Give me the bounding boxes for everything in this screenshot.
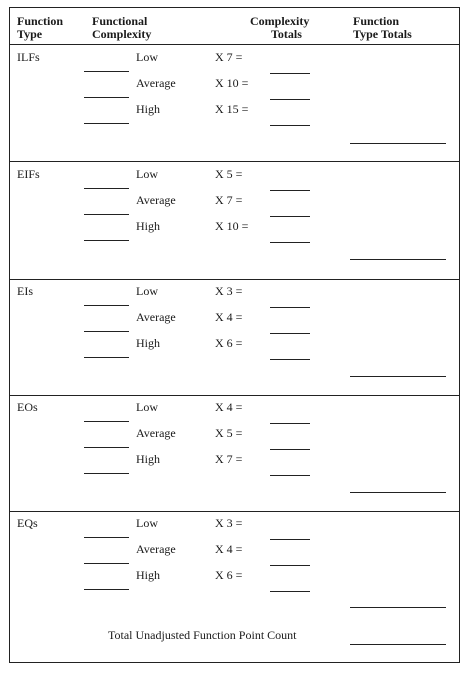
- weight-multiplier: X 4 =: [215, 400, 243, 414]
- complexity-level-label: Low: [136, 516, 158, 530]
- weight-multiplier: X 6 =: [215, 336, 243, 350]
- complexity-total-blank[interactable]: [270, 190, 310, 191]
- complexity-level-label: Average: [136, 542, 176, 556]
- count-blank[interactable]: [84, 589, 129, 590]
- complexity-level-label: Average: [136, 426, 176, 440]
- function-type-total-blank[interactable]: [350, 259, 446, 260]
- total-unadjusted-label: Total Unadjusted Function Point Count: [108, 628, 297, 642]
- count-blank[interactable]: [84, 421, 129, 422]
- count-blank[interactable]: [84, 447, 129, 448]
- function-type-label: EOs: [17, 400, 38, 414]
- complexity-level-label: Average: [136, 310, 176, 324]
- complexity-total-blank[interactable]: [270, 475, 310, 476]
- total-unadjusted-blank[interactable]: [350, 644, 446, 645]
- weight-multiplier: X 10 =: [215, 219, 249, 233]
- complexity-total-blank[interactable]: [270, 125, 310, 126]
- complexity-total-blank[interactable]: [270, 539, 310, 540]
- weight-multiplier: X 15 =: [215, 102, 249, 116]
- complexity-total-blank[interactable]: [270, 242, 310, 243]
- count-blank[interactable]: [84, 240, 129, 241]
- weight-multiplier: X 7 =: [215, 193, 243, 207]
- header-functional-complexity: Functional Complexity: [92, 14, 152, 41]
- complexity-total-blank[interactable]: [270, 591, 310, 592]
- function-type-label: EIFs: [17, 167, 40, 181]
- complexity-total-blank[interactable]: [270, 307, 310, 308]
- complexity-level-label: Average: [136, 76, 176, 90]
- weight-multiplier: X 3 =: [215, 284, 243, 298]
- function-type-total-blank[interactable]: [350, 376, 446, 377]
- section-divider: [10, 511, 459, 512]
- count-blank[interactable]: [84, 473, 129, 474]
- complexity-total-blank[interactable]: [270, 449, 310, 450]
- complexity-total-blank[interactable]: [270, 565, 310, 566]
- header-function-type-totals: Function Type Totals: [353, 14, 412, 41]
- count-blank[interactable]: [84, 188, 129, 189]
- weight-multiplier: X 3 =: [215, 516, 243, 530]
- weight-multiplier: X 7 =: [215, 452, 243, 466]
- header-divider: [10, 44, 459, 45]
- complexity-level-label: High: [136, 219, 160, 233]
- complexity-total-blank[interactable]: [270, 333, 310, 334]
- complexity-total-blank[interactable]: [270, 216, 310, 217]
- weight-multiplier: X 7 =: [215, 50, 243, 64]
- complexity-total-blank[interactable]: [270, 359, 310, 360]
- complexity-total-blank[interactable]: [270, 423, 310, 424]
- count-blank[interactable]: [84, 71, 129, 72]
- function-type-label: ILFs: [17, 50, 40, 64]
- complexity-level-label: Average: [136, 193, 176, 207]
- count-blank[interactable]: [84, 97, 129, 98]
- weight-multiplier: X 6 =: [215, 568, 243, 582]
- complexity-level-label: Low: [136, 50, 158, 64]
- function-type-total-blank[interactable]: [350, 492, 446, 493]
- complexity-level-label: High: [136, 336, 160, 350]
- function-type-total-blank[interactable]: [350, 607, 446, 608]
- count-blank[interactable]: [84, 331, 129, 332]
- function-type-label: EQs: [17, 516, 38, 530]
- complexity-level-label: High: [136, 102, 160, 116]
- section-divider: [10, 161, 459, 162]
- weight-multiplier: X 5 =: [215, 426, 243, 440]
- count-blank[interactable]: [84, 123, 129, 124]
- complexity-total-blank[interactable]: [270, 73, 310, 74]
- weight-multiplier: X 5 =: [215, 167, 243, 181]
- header-function-type: Function Type: [17, 14, 64, 41]
- complexity-level-label: Low: [136, 400, 158, 414]
- section-divider: [10, 395, 459, 396]
- count-blank[interactable]: [84, 357, 129, 358]
- count-blank[interactable]: [84, 563, 129, 564]
- weight-multiplier: X 10 =: [215, 76, 249, 90]
- complexity-total-blank[interactable]: [270, 99, 310, 100]
- count-blank[interactable]: [84, 537, 129, 538]
- count-blank[interactable]: [84, 214, 129, 215]
- count-blank[interactable]: [84, 305, 129, 306]
- complexity-level-label: High: [136, 452, 160, 466]
- weight-multiplier: X 4 =: [215, 310, 243, 324]
- complexity-level-label: High: [136, 568, 160, 582]
- weight-multiplier: X 4 =: [215, 542, 243, 556]
- header-complexity-totals: Complexity Totals: [250, 14, 310, 41]
- section-divider: [10, 279, 459, 280]
- complexity-level-label: Low: [136, 167, 158, 181]
- function-type-label: EIs: [17, 284, 33, 298]
- complexity-level-label: Low: [136, 284, 158, 298]
- function-type-total-blank[interactable]: [350, 143, 446, 144]
